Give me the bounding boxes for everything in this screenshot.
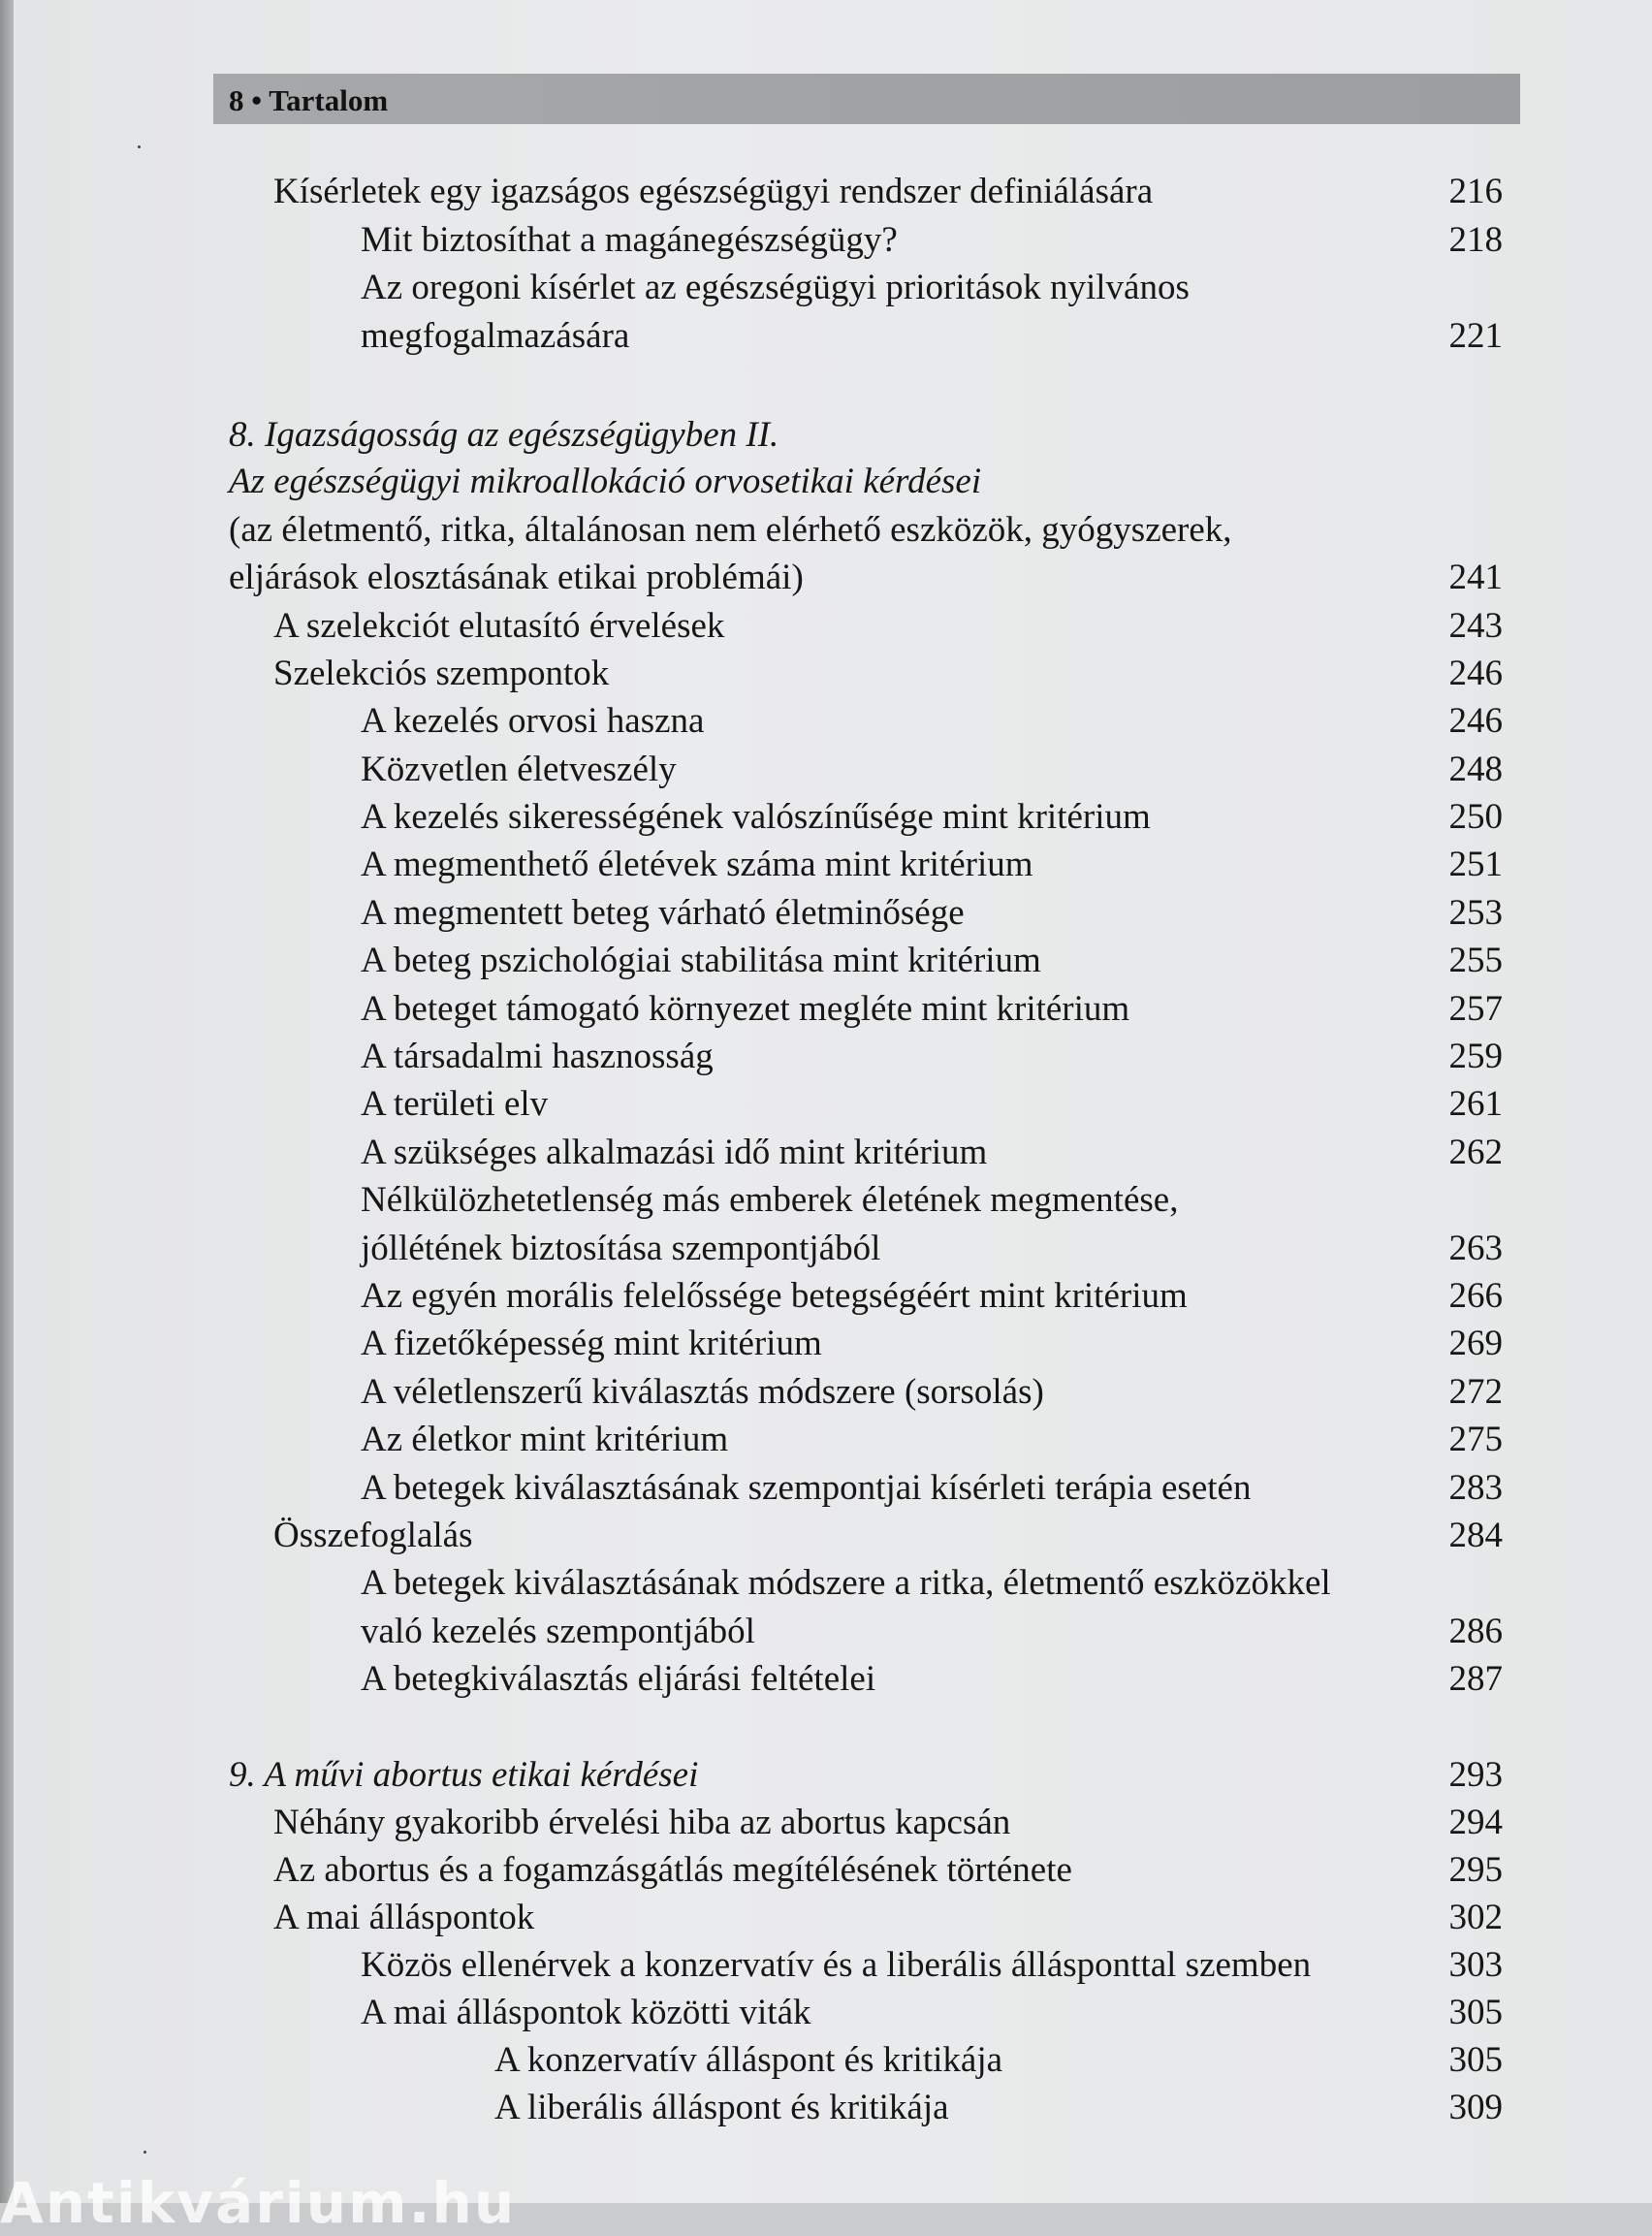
- toc-page-number: 248: [1448, 750, 1503, 789]
- toc-page-number: 305: [1448, 2040, 1503, 2080]
- toc-entry: A beteg pszichológiai stabilitása mint kritérium: [361, 941, 1041, 980]
- toc-page-number: 261: [1448, 1084, 1503, 1124]
- toc-page-number: 218: [1448, 220, 1503, 260]
- toc-entry: A beteget támogató környezet megléte mint kritérium: [361, 989, 1130, 1029]
- toc-page-number: 294: [1448, 1803, 1503, 1842]
- toc-page-number: 286: [1448, 1612, 1503, 1651]
- toc-entry: A fizetőképesség mint kritérium: [361, 1324, 822, 1363]
- toc-entry: Szelekciós szempontok: [273, 654, 610, 693]
- toc-entry: A betegek kiválasztásának módszere a ritka, életmentő eszközökkel: [361, 1563, 1331, 1603]
- toc-page-number: 295: [1448, 1850, 1503, 1890]
- toc-page-number: 257: [1448, 989, 1503, 1029]
- toc-entry: Az egyén morális felelőssége betegségéért mint kritérium: [361, 1276, 1188, 1316]
- toc-page-number: 302: [1448, 1898, 1503, 1937]
- watermark: Antikvárium.hu: [0, 2170, 517, 2236]
- toc-entry: A szelekciót elutasító érvelések: [273, 606, 725, 646]
- toc-page-number: 272: [1448, 1372, 1503, 1412]
- toc-entry: A liberális álláspont és kritikája: [494, 2088, 949, 2127]
- toc-entry: Néhány gyakoribb érvelési hiba az abortus kapcsán: [273, 1803, 1011, 1842]
- toc-entry: A véletlenszerű kiválasztás módszere (sorsolás): [361, 1372, 1044, 1412]
- toc-page-number: 221: [1448, 316, 1503, 356]
- toc-entry: A betegkiválasztás eljárási feltételei: [361, 1659, 876, 1699]
- toc-entry: jóllétének biztosítása szempontjából: [361, 1229, 881, 1268]
- toc-page-number: 255: [1448, 941, 1503, 980]
- toc-page-number: 303: [1448, 1945, 1503, 1985]
- toc-page-number: 263: [1448, 1229, 1503, 1268]
- toc-entry: A megmenthető életévek száma mint kritérium: [361, 845, 1033, 884]
- toc-entry: Összefoglalás: [273, 1516, 473, 1555]
- toc-page-number: 216: [1448, 172, 1503, 211]
- toc-entry: megfogalmazására: [361, 316, 630, 356]
- toc-entry: A konzervatív álláspont és kritikája: [494, 2040, 1003, 2080]
- dust-speck: [143, 2151, 146, 2154]
- toc-entry: Közös ellenérvek a konzervatív és a liberális állásponttal szemben: [361, 1945, 1312, 1985]
- chapter-title: 8. Igazságosság az egészségügyben II.: [229, 415, 779, 455]
- toc-entry: Kísérletek egy igazságos egészségügyi rendszer definiálására: [273, 172, 1154, 211]
- header-bar: [213, 74, 1520, 124]
- toc-page-number: 284: [1448, 1516, 1503, 1555]
- toc-entry: Közvetlen életveszély: [361, 750, 677, 789]
- toc-page-number: 246: [1448, 701, 1503, 741]
- toc-entry: A megmentett beteg várható életminősége: [361, 893, 965, 933]
- toc-page-number: 283: [1448, 1468, 1503, 1508]
- toc-entry: Az életkor mint kritérium: [361, 1420, 729, 1459]
- toc-entry: A betegek kiválasztásának szempontjai kísérleti terápia esetén: [361, 1468, 1252, 1508]
- page-header-title: 8 • Tartalom: [229, 83, 389, 117]
- toc-entry: A mai álláspontok: [273, 1898, 535, 1937]
- chapter-description: eljárások elosztásának etikai problémái): [229, 558, 804, 597]
- toc-page-number: 262: [1448, 1133, 1503, 1172]
- toc-page-number: 243: [1448, 606, 1503, 646]
- toc-page-number: 293: [1448, 1755, 1503, 1795]
- toc-entry: Mit biztosíthat a magánegészségügy?: [361, 220, 898, 260]
- toc-page-number: 287: [1448, 1659, 1503, 1699]
- toc-page-number: 251: [1448, 845, 1503, 884]
- dust-speck: [138, 145, 141, 148]
- toc-entry: A társadalmi hasznosság: [361, 1037, 714, 1076]
- toc-page-number: 266: [1448, 1276, 1503, 1316]
- toc-page-number: 241: [1448, 558, 1503, 597]
- toc-page-number: 259: [1448, 1037, 1503, 1076]
- toc-entry: Az abortus és a fogamzásgátlás megítélésének története: [273, 1850, 1072, 1890]
- toc-page-number: 275: [1448, 1420, 1503, 1459]
- toc-page-number: 305: [1448, 1993, 1503, 2032]
- toc-entry: A kezelés orvosi haszna: [361, 701, 705, 741]
- book-spine-shadow: [0, 0, 14, 2203]
- book-page: [14, 0, 1652, 2203]
- toc-page-number: 309: [1448, 2088, 1503, 2127]
- chapter-title: 9. A művi abortus etikai kérdései: [229, 1755, 699, 1795]
- toc-entry: A mai álláspontok közötti viták: [361, 1993, 811, 2032]
- toc-entry: A területi elv: [361, 1084, 549, 1124]
- toc-entry: való kezelés szempontjából: [361, 1612, 755, 1651]
- chapter-description: (az életmentő, ritka, általánosan nem elérhető eszközök, gyógyszerek,: [229, 510, 1232, 550]
- toc-entry: A kezelés sikerességének valószínűsége mint kritérium: [361, 797, 1151, 837]
- toc-page-number: 253: [1448, 893, 1503, 933]
- toc-entry: Nélkülözhetetlenség más emberek életének megmentése,: [361, 1180, 1179, 1220]
- chapter-subtitle: Az egészségügyi mikroallokáció orvosetikai kérdései: [229, 462, 982, 501]
- toc-entry: A szükséges alkalmazási idő mint kritérium: [361, 1133, 988, 1172]
- toc-page-number: 246: [1448, 654, 1503, 693]
- toc-entry: Az oregoni kísérlet az egészségügyi prioritások nyilvános: [361, 268, 1190, 307]
- toc-page-number: 269: [1448, 1324, 1503, 1363]
- toc-page-number: 250: [1448, 797, 1503, 837]
